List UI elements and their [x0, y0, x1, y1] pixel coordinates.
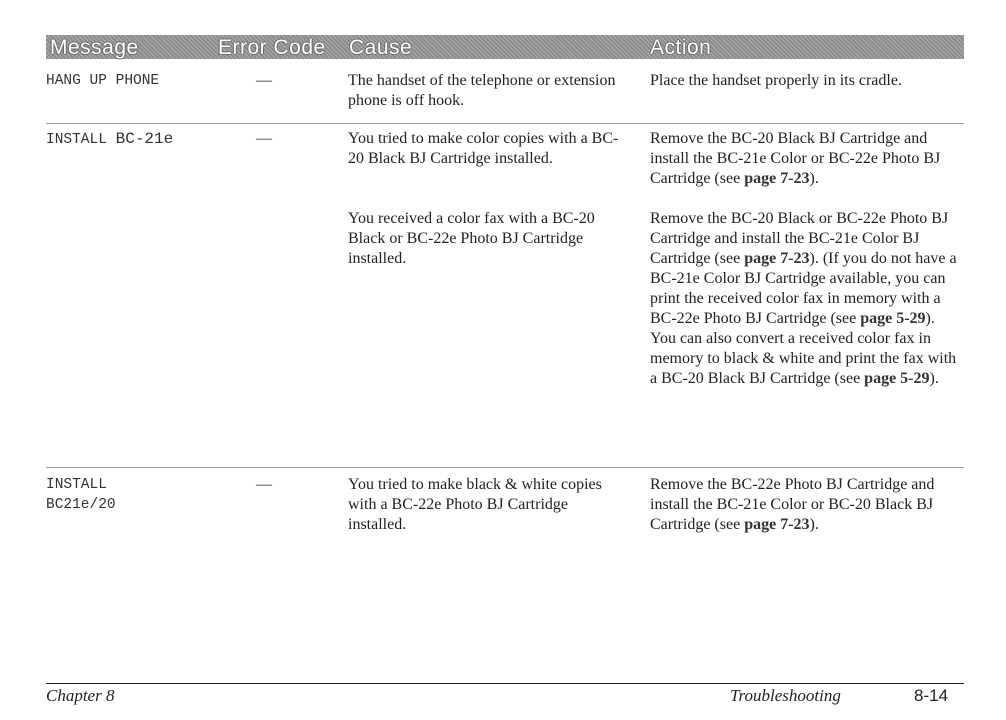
action-text: ).: [809, 516, 819, 533]
page-reference[interactable]: page 7-23: [744, 516, 810, 533]
action-text: ). You can also convert a received color fax in memory to black & white and print the fax with a BC-20 Black BJ Cartridge (see: [650, 310, 957, 387]
message-cell: HANG UP PHONE: [46, 73, 160, 89]
message-line: BC21e/20: [46, 497, 116, 513]
action-text: Remove the BC-20 Black BJ Cartridge and install the BC-21e Color or BC-22e Photo BJ Cartridge (see: [650, 130, 941, 187]
page-reference[interactable]: page 7-23: [744, 170, 810, 187]
cause-cell: You received a color fax with a BC-20 Black or BC-22e Photo BJ Cartridge installed.: [348, 210, 595, 267]
message-part: INSTALL: [46, 132, 116, 148]
message-part: BC-21e: [115, 130, 174, 148]
message-cell: [46, 475, 246, 515]
message-cell: [46, 129, 246, 150]
action-cell: [650, 209, 964, 389]
action-text: ).: [929, 370, 939, 387]
error-code-cell: —: [256, 130, 272, 147]
footer-chapter: Chapter 8: [46, 686, 115, 705]
page-reference[interactable]: page 7-23: [744, 250, 810, 267]
header-error-code: Error Code: [218, 36, 326, 59]
action-text: ).: [809, 170, 819, 187]
cause-cell: You tried to make black & white copies with a BC-22e Photo BJ Cartridge installed.: [348, 476, 602, 533]
row-divider: [46, 123, 964, 124]
footer-rule: [46, 683, 964, 684]
error-code-cell: —: [256, 476, 272, 493]
header-message: Message: [50, 36, 139, 59]
error-code-cell: —: [256, 72, 272, 89]
page-reference[interactable]: page 5-29: [860, 310, 926, 327]
action-text: ). (If you do not have a BC-21e Color BJ Cartridge available, you can print the received color fax in memory with a BC-22e Photo BJ Cartridge (see: [650, 250, 957, 327]
footer-section: Troubleshooting: [730, 686, 841, 705]
action-cell: Place the handset properly in its cradle.: [650, 72, 902, 89]
action-cell: [650, 475, 964, 535]
cause-cell: You tried to make color copies with a BC-20 Black BJ Cartridge installed.: [348, 130, 619, 167]
action-cell: [650, 129, 964, 189]
header-action: Action: [650, 36, 712, 59]
action-text: Remove the BC-20 Black or BC-22e Photo BJ Cartridge and install the BC-21e Color BJ Cartridge (see: [650, 210, 949, 267]
row-divider: [46, 467, 964, 468]
page-reference[interactable]: page 5-29: [864, 370, 930, 387]
cause-cell: The handset of the telephone or extension phone is off hook.: [348, 72, 616, 109]
table-header: [46, 35, 964, 59]
header-cause: Cause: [349, 36, 413, 59]
message-line: INSTALL: [46, 477, 107, 493]
footer-page-number: 8-14: [914, 686, 949, 705]
action-text: Remove the BC-22e Photo BJ Cartridge and install the BC-21e Color or BC-20 Black BJ Cartridge (see: [650, 476, 935, 533]
